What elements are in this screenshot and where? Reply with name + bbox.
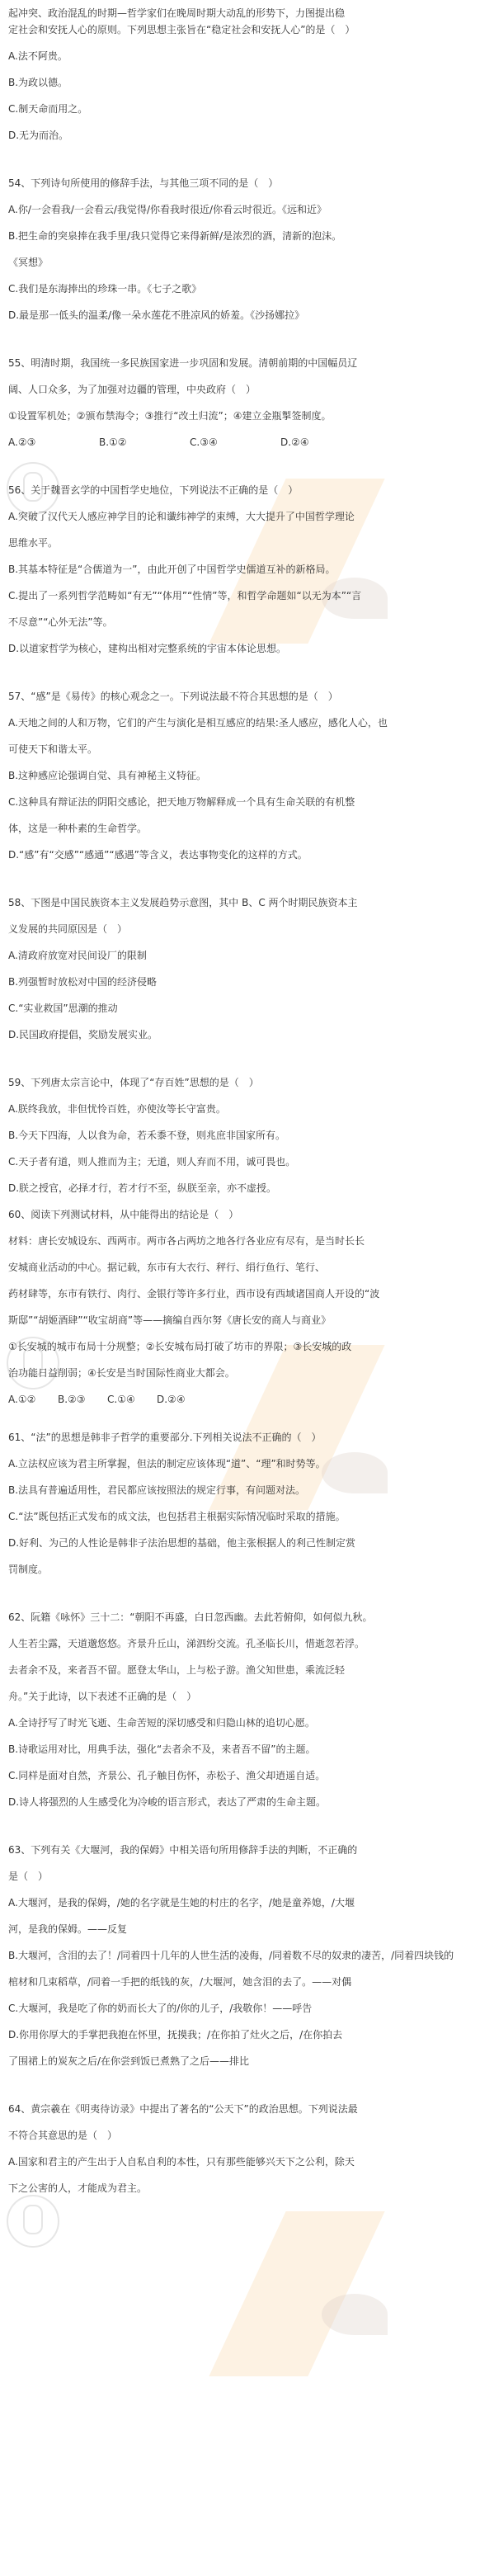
question-text: 定社会和安抚人心的原则。下列思想主张旨在“稳定社会和安抚人心”的是（ ） (8, 24, 355, 35)
option-b: B.把生命的突泉捧在我手里/我只觉得它来得新鲜/是浓烈的酒，清新的泡沫。 (8, 230, 342, 242)
option-a: A.清政府放宽对民间设厂的限制 (8, 950, 147, 961)
option-a: A.突破了汉代天人感应神学目的论和谶纬神学的束缚，大大提升了中国哲学理论 (8, 511, 355, 522)
question-title: 56、关于魏晋玄学的中国哲学史地位，下列说法不正确的是（ ） (8, 484, 299, 496)
choice-row (8, 1391, 486, 1408)
question-title: 58、下图是中国民族资本主义发展趋势示意图，其中 B、C 两个时期民族资本主 (8, 897, 358, 908)
question-title: 55、明清时期，我国统一多民族国家进一步巩固和发展。清朝前期的中国幅员辽 (8, 357, 358, 369)
option-a-continued: 下之公害的人，才能成为君主。 (8, 2182, 148, 2194)
question-58 (8, 894, 486, 1043)
option-b-continued: 《冥想》 (8, 257, 49, 268)
option-d: D.以道家哲学为核心，建构出相对完整系统的宇宙本体论思想。 (8, 643, 287, 654)
option-b: B.列强暂时放松对中国的经济侵略 (8, 976, 158, 988)
option-d: D.你用你厚大的手掌把我抱在怀里，抚摸我；/在你拍了灶火之后，/在你拍去 (8, 2029, 343, 2041)
option-d: D.②④ (157, 1394, 186, 1405)
option-b: B.诗歌运用对比，用典手法，强化“去者余不及，来者吾不留”的主题。 (8, 1743, 316, 1755)
option-c: C.这种具有辩证法的阴阳交感论，把天地万物解释成一个具有生命关联的有机整 (8, 796, 355, 808)
question-59 (8, 1074, 486, 1196)
question-text: 不符合其意思的是（ ） (8, 2130, 118, 2141)
question-title: 61、“法”的思想是韩非子哲学的重要部分.下列相关说法不正确的（ ） (8, 1432, 322, 1443)
option-d-continued: 了围裙上的炭灰之后/在你尝到饭已煮熟了之后——排比 (8, 2055, 250, 2067)
question-title: 62、阮籍《咏怀》三十二：“朝阳不再盛，白日忽西幽。去此若俯仰，如何似九秋。 (8, 1611, 373, 1623)
option-a-continued: 河，是我的保姆。——反复 (8, 1923, 128, 1935)
option-d: D.最是那一低头的温柔/像一朵水莲花不胜凉风的娇羞。《沙扬娜拉》 (8, 309, 305, 321)
option-c: C.制天命而用之。 (8, 103, 88, 115)
option-b: B.大堰河，含泪的去了！/同着四十几年的人世生活的凌侮，/同着数不尽的奴隶的凄苦，/同着四块钱的 (8, 1950, 454, 1961)
option-a: A.全诗抒写了时光飞逝、生命苦短的深切感受和归隐山林的追切心愿。 (8, 1717, 315, 1729)
question-text: 义发展的共同原因是（ ） (8, 923, 128, 935)
watermark-bird (322, 2294, 388, 2335)
option-c: C.提出了一系列哲学范畴如“有无”“体用”“性情”等，和哲学命题如“以无为本”“言 (8, 590, 362, 602)
question-57 (8, 688, 486, 863)
option-a: A.①② (8, 1394, 36, 1405)
material-text: 斯邸”“胡姬酒肆”“收宝胡商”等——摘编自西尔努《唐长安的商人与商业》 (8, 1314, 332, 1326)
option-a: A.国家和君主的产生出于人自私自利的本性，只有那些能够兴天下之公利，除天 (8, 2156, 355, 2168)
option-a: A.立法权应该为君主所掌握，但法的制定应该体现“道”、“理”和时势等。 (8, 1458, 326, 1470)
question-text: 起冲突、政治混乱的时期—哲学家们在晚周时期大动乱的形势下，力图提出稳 (8, 7, 346, 19)
watermark-3 (0, 2162, 494, 2508)
question-title: 63、下列有关《大堰河，我的保姆》中相关语句所用修辞手法的判断，不正确的 (8, 1844, 358, 1856)
poem-text: 舟。”关于此诗，以下表述不正确的是（ ） (8, 1691, 197, 1702)
option-a: A.②③ (8, 436, 36, 448)
option-a-continued: 可使天下和谐太平。 (8, 743, 98, 755)
microphone-icon (23, 2205, 43, 2234)
option-a: A.朕终我放，非但忧怜百姓，亦使汝等长守富贵。 (8, 1103, 226, 1115)
option-d: D.民国政府提倡，奖励发展实业。 (8, 1029, 158, 1040)
option-c: C.同样是面对自然，齐景公、孔子触目伤怀，赤松子、渔父却逍遥自适。 (8, 1770, 326, 1781)
watermark-mic-circle (7, 2195, 59, 2248)
option-c: C.天子者有道，则人推而为主；无道，则人弃而不用，诚可畏也。 (8, 1156, 296, 1168)
question-56 (8, 482, 486, 657)
question-61 (8, 1429, 486, 1578)
option-a: A.大堰河，是我的保姆，/她的名字就是生她的村庄的名字，/她是童养媳，/大堰 (8, 1897, 355, 1908)
option-d: D.②④ (280, 436, 309, 448)
question-items: ①长安城的城市布局十分规整；②长安城布局打破了坊市的界限；③长安城的政 (8, 1341, 352, 1352)
question-60 (8, 1206, 486, 1408)
question-55 (8, 355, 486, 451)
option-c: C.我们是东海捧出的珍珠一串。《七子之歌》 (8, 283, 202, 295)
question-items: 治功能日益削弱；④长安是当时国际性商业大都会。 (8, 1367, 235, 1379)
question-title: 54、下列诗句所使用的修辞手法，与其他三项不同的是（ ） (8, 177, 279, 189)
option-b-continued: 棺材和几束稻草，/同着一手把的纸钱的灰，/大堰河，她含泪的去了。——对偶 (8, 1976, 352, 1988)
option-b: B.这种感应论强调自觉、具有神秘主义特征。 (8, 770, 207, 781)
option-d: D.朕之授官，必择才行，若才行不至，纵朕至亲，亦不虚授。 (8, 1182, 277, 1194)
choice-row (8, 434, 486, 451)
question-items: ①设置军机处；②颁布禁海令；③推行“改土归流”；④建立金瓶掣签制度。 (8, 410, 332, 422)
option-c: C.①④ (107, 1394, 135, 1405)
question-text: 是（ ） (8, 1871, 49, 1882)
option-a: A.天地之间的人和万物，它们的产生与演化是相互感应的结果:圣人感应，感化人心，也 (8, 717, 388, 729)
material-text: 材料：唐长安城设东、西两市。两市各占两坊之地各行各业应有尽有，是当时长长 (8, 1235, 365, 1247)
option-a-continued: 思维水平。 (8, 537, 59, 549)
option-a: A.你/一会看我/一会看云/我觉得/你看我时很近/你看云时很近。《远和近》 (8, 204, 327, 215)
option-b: B.法具有普遍适用性，君民都应该按照法的规定行事，有问题对法。 (8, 1484, 306, 1496)
question-62 (8, 1609, 486, 1810)
question-63 (8, 1842, 486, 2069)
option-b: B.今天下四海，人以食为命，若禾黍不登，则兆庶非国家所有。 (8, 1130, 286, 1141)
question-64 (8, 2101, 486, 2196)
option-c: C.“实业救国”思潮的推动 (8, 1003, 118, 1014)
option-c-continued: 不尽意”“心外无法”等。 (8, 616, 113, 628)
question-title: 60、阅读下列测试材料，从中能得出的结论是（ ） (8, 1209, 239, 1220)
option-c: C.“法”既包括正式发布的成文法，也包括君主根据实际情况临时采取的措施。 (8, 1511, 346, 1522)
option-a: A.法不阿贵。 (8, 50, 68, 62)
material-text: 药材肆等，东市有铁行、肉行、金银行等许多行业，西市设有西域诸国商人开设的“波 (8, 1288, 380, 1300)
question-53-tail (8, 5, 486, 144)
option-d: D.无为而治。 (8, 130, 69, 141)
material-text: 安城商业活动的中心。据记载，东市有大衣行、秤行、绢行鱼行、笔行、 (8, 1262, 326, 1273)
question-title: 64、黄宗羲在《明夷待访录》中提出了著名的“公天下”的政治思想。下列说法最 (8, 2103, 358, 2115)
option-d: D.诗人将强烈的人生感受化为冷峻的语言形式，表达了严肃的生命主题。 (8, 1796, 327, 1808)
question-title: 59、下列唐太宗言论中，体现了“存百姓”思想的是（ ） (8, 1077, 259, 1088)
option-c-continued: 体，这是一种朴素的生命哲学。 (8, 823, 148, 834)
question-54 (8, 175, 486, 323)
watermark-slash (209, 2211, 384, 2376)
option-b: B.①② (99, 436, 127, 448)
option-d: D.“感”有“交感”“感通”“感遇”等含义，表达事物变化的这样的方式。 (8, 849, 308, 861)
option-c: C.大堰河，我是吃了你的奶而长大了的/你的儿子，/我敬你！——呼告 (8, 2003, 313, 2014)
question-text: 阔、人口众多，为了加强对边疆的管理，中央政府（ ） (8, 384, 256, 395)
option-d: D.好利、为己的人性论是韩非子法治思想的基础，他主张根据人的利己性制定赏 (8, 1537, 356, 1549)
poem-text: 人生若尘露，天道邈悠悠。齐景升丘山，涕泗纷交流。孔圣临长川，惜逝忽若浮。 (8, 1638, 365, 1649)
option-c: C.③④ (190, 436, 218, 448)
poem-text: 去者余不及，来者吾不留。愿登太华山，上与松子游。渔父知世患，乘流泛轻 (8, 1664, 346, 1676)
option-d-continued: 罚制度。 (8, 1564, 49, 1575)
question-title: 57、“感”是《易传》的核心观念之一。下列说法最不符合其思想的是（ ） (8, 691, 338, 702)
option-b: B.②③ (58, 1394, 86, 1405)
option-b: B.为政以德。 (8, 77, 68, 88)
option-b: B.其基本特征是“合儒道为一”，由此开创了中国哲学史儒道互补的新格局。 (8, 564, 336, 575)
